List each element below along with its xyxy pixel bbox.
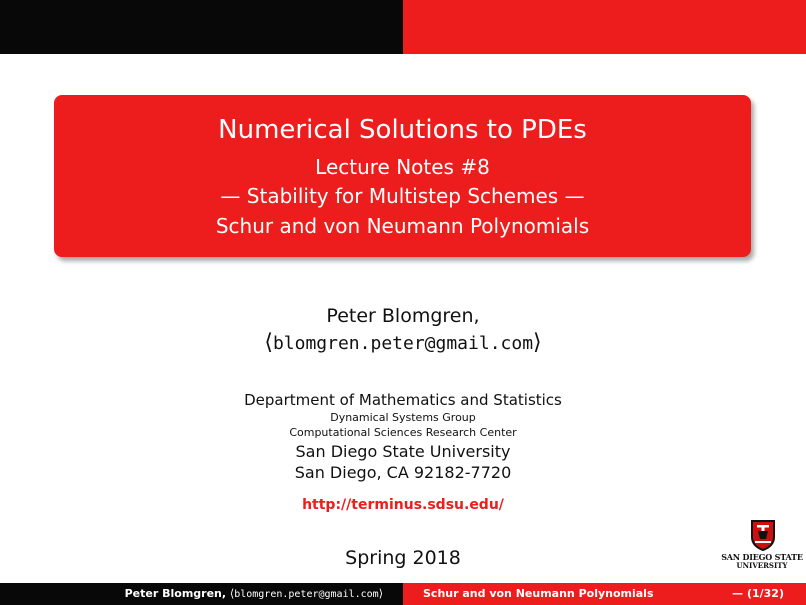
logo-text-main: SAN DIEGO STATE — [721, 552, 803, 562]
subtitle-stability: — Stability for Multistep Schemes — — [220, 184, 585, 208]
footer-page-number: — (1/32) — [732, 587, 784, 600]
right-angle-bracket: ⟩ — [533, 330, 542, 355]
sdsu-shield-icon — [750, 519, 776, 551]
title-block — [54, 95, 751, 257]
footer-author — [125, 587, 383, 600]
logo-text-sub: UNIVERSITY — [736, 561, 788, 570]
footer-right-angle: ⟩ — [378, 587, 383, 600]
university-logo — [720, 519, 804, 579]
footer-right — [403, 583, 806, 605]
footer-short-title: Schur and von Neumann Polynomials — [423, 587, 654, 600]
department: Department of Mathematics and Statistics — [244, 391, 562, 409]
city-address: San Diego, CA 92182-7720 — [294, 463, 512, 482]
footer-left-angle: ⟨ — [229, 587, 235, 600]
lecture-number: Lecture Notes #8 — [315, 155, 490, 179]
footer-bar — [0, 583, 806, 605]
subtitle-polynomials: Schur and von Neumann Polynomials — [215, 214, 590, 238]
presentation-date: Spring 2018 — [345, 547, 461, 569]
research-group: Dynamical Systems Group — [330, 411, 476, 424]
header-bar-left — [0, 0, 403, 54]
author-name: Peter Blomgren, — [326, 305, 480, 327]
header-bar-right — [403, 0, 806, 54]
research-center: Computational Sciences Research Center — [289, 426, 517, 439]
slide-title: Numerical Solutions to PDEs — [218, 115, 587, 145]
footer-email: blomgren.peter@gmail.com — [234, 589, 379, 600]
footer-left — [0, 583, 403, 605]
website-link[interactable]: http://terminus.sdsu.edu/ — [302, 497, 504, 513]
author-email[interactable]: blomgren.peter@gmail.com — [272, 333, 534, 354]
footer-author-name: Peter Blomgren, — [124, 587, 227, 600]
left-angle-bracket: ⟨ — [264, 330, 273, 355]
university: San Diego State University — [295, 442, 511, 461]
header-bar — [0, 0, 806, 54]
author-email-line — [0, 330, 806, 357]
